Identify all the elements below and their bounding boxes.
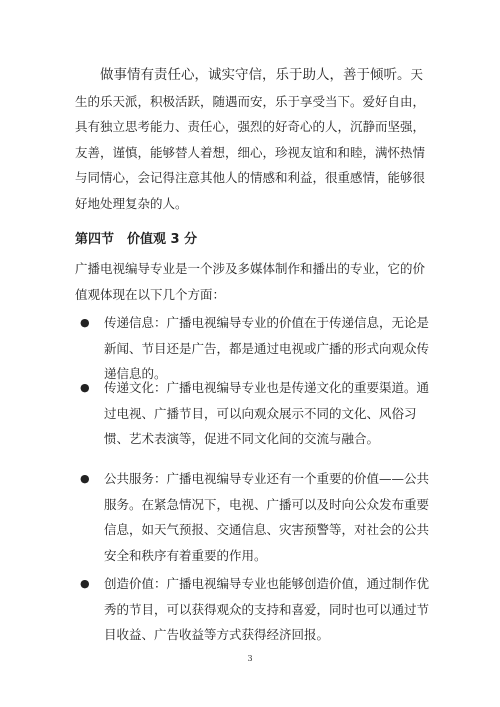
bullet-text: 传递文化：广播电视编导专业也是传递文化的重要渠道。通过电视、广播节目，可以向观众展示不同的文化、风俗习惯、艺术表演等，促进不同文化间的交流与融合。 bbox=[104, 380, 430, 446]
intro-paragraph bbox=[75, 62, 433, 216]
bullet-icon: ● bbox=[80, 316, 90, 329]
bullet-text: 传递信息：广播电视编导专业的价值在于传递信息，无论是新闻、节目还是广告，都是通过电视或广播的形式向观众传递信息的。 bbox=[104, 315, 430, 381]
bullet-item bbox=[80, 571, 432, 648]
section-lead-paragraph: 广播电视编导专业是一个涉及多媒体制作和播出的专业，它的价值观体现在以下几个方面： bbox=[75, 261, 426, 302]
bullet-item bbox=[80, 466, 432, 568]
bullet-item bbox=[80, 375, 432, 452]
bullet-text: 创造价值：广播电视编导专业也能够创造价值，通过制作优秀的节目，可以获得观众的支持和喜爱，同时也可以通过节目收益、广告收益等方式获得经济回报。 bbox=[104, 576, 430, 642]
bullet-text: 公共服务：广播电视编导专业还有一个重要的价值——公共服务。在紧急情况下，电视、广播可以及时向公众发布重要信息，如天气预报、交通信息、灾害预警等，对社会的公共安全和秩序有着重要的作用。 bbox=[104, 471, 430, 563]
section-heading: 第四节 价值观 3 分 bbox=[75, 232, 198, 247]
intro-rest: 天生的乐天派，积极活跃，随遇而安，乐于享受当下。爱好自由，具有独立思考能力、责任心，强烈的好奇心的人，沉静而坚强，友善，谨慎，能够替人着想，细心，珍视友谊和和睦，满怀热情与同情心，会记得注意其他人的情感和利益，很重感情，能够很好地处理复杂的人。 bbox=[75, 67, 426, 211]
intro-first-line: 做事情有责任心，诚实守信，乐于助人，善于倾听。 bbox=[100, 67, 411, 83]
bullet-icon: ● bbox=[80, 577, 90, 590]
page-number: 3 bbox=[247, 654, 253, 663]
bullet-icon: ● bbox=[80, 472, 90, 485]
bullet-icon: ● bbox=[80, 381, 90, 394]
